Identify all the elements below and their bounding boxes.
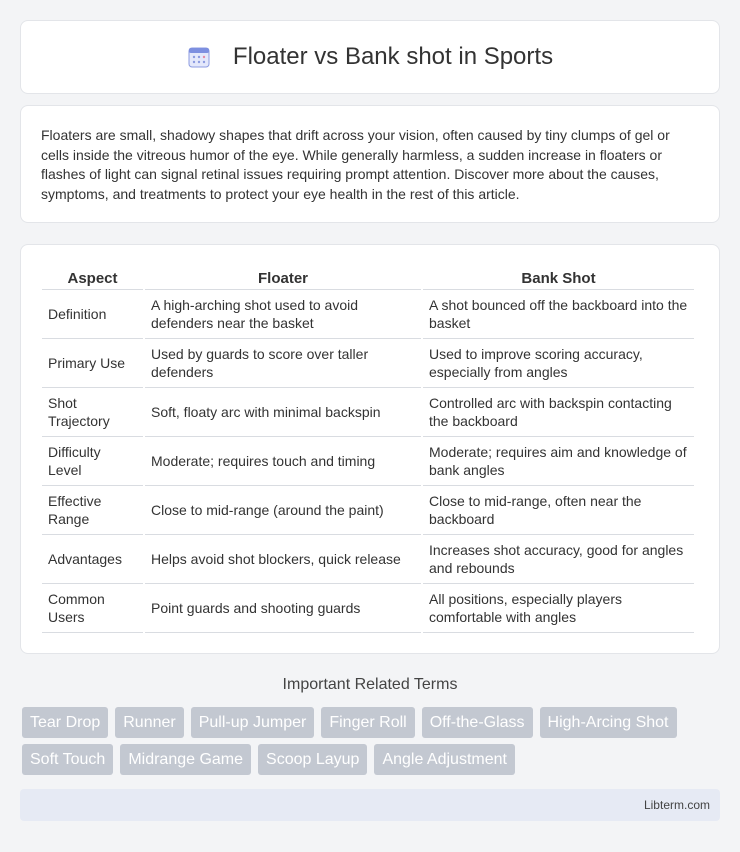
cell-bank-shot: Close to mid-range, often near the backboard <box>423 486 694 535</box>
cell-aspect: Shot Trajectory <box>42 388 143 437</box>
header-aspect: Aspect <box>42 266 143 290</box>
cell-aspect: Advantages <box>42 535 143 584</box>
tag-scoop-layup[interactable]: Scoop Layup <box>258 744 367 775</box>
tag-tear-drop[interactable]: Tear Drop <box>22 707 108 738</box>
cell-aspect: Effective Range <box>42 486 143 535</box>
header-card <box>20 20 720 94</box>
page-title: Floater vs Bank shot in Sports <box>232 43 554 70</box>
table-header-row <box>42 266 694 290</box>
tag-angle-adjustment[interactable]: Angle Adjustment <box>374 744 515 775</box>
cell-floater: Soft, floaty arc with minimal backspin <box>145 388 421 437</box>
tag-finger-roll[interactable]: Finger Roll <box>321 707 414 738</box>
tag-runner[interactable]: Runner <box>115 707 183 738</box>
cell-floater: Helps avoid shot blockers, quick release <box>145 535 421 584</box>
table-row <box>42 290 694 339</box>
tag-high-arcing-shot[interactable]: High-Arcing Shot <box>540 707 677 738</box>
calendar-icon <box>187 45 211 69</box>
table-row <box>42 388 694 437</box>
table-row <box>42 437 694 486</box>
cell-aspect: Common Users <box>42 584 143 633</box>
cell-bank-shot: Increases shot accuracy, good for angles and rebounds <box>423 535 694 584</box>
table-row <box>42 535 694 584</box>
cell-aspect: Difficulty Level <box>42 437 143 486</box>
cell-bank-shot: Moderate; requires aim and knowledge of bank angles <box>423 437 694 486</box>
comparison-table-card <box>20 244 720 654</box>
intro-card <box>20 105 720 223</box>
cell-bank-shot: Used to improve scoring accuracy, especially from angles <box>423 339 694 388</box>
footer <box>20 789 720 821</box>
table-row <box>42 486 694 535</box>
related-terms-list <box>22 707 722 781</box>
cell-bank-shot: Controlled arc with backspin contacting the backboard <box>423 388 694 437</box>
tag-midrange-game[interactable]: Midrange Game <box>120 744 251 775</box>
cell-aspect: Primary Use <box>42 339 143 388</box>
cell-floater: Point guards and shooting guards <box>145 584 421 633</box>
header-floater: Floater <box>145 266 421 290</box>
footer-brand-link[interactable]: Libterm.com <box>643 798 710 812</box>
tag-off-the-glass[interactable]: Off-the-Glass <box>422 707 533 738</box>
cell-floater: A high-arching shot used to avoid defenders near the basket <box>145 290 421 339</box>
cell-aspect: Definition <box>42 290 143 339</box>
table-row <box>42 339 694 388</box>
table-row <box>42 584 694 633</box>
header-bank-shot: Bank Shot <box>423 266 694 290</box>
cell-bank-shot: A shot bounced off the backboard into the basket <box>423 290 694 339</box>
cell-floater: Close to mid-range (around the paint) <box>145 486 421 535</box>
comparison-table <box>40 266 696 633</box>
related-terms-title: Important Related Terms <box>282 676 458 693</box>
cell-floater: Moderate; requires touch and timing <box>145 437 421 486</box>
intro-text: Floaters are small, shadowy shapes that drift across your vision, often caused by tiny clumps of gel or cells inside the vitreous humor of the eye. While generally harmless, a sudden increase in floaters or flashes of light can signal retinal issues requiring prompt attention. Discover more about the causes, symptoms, and treatments to protect your eye health in the rest of this article. <box>41 127 670 202</box>
cell-floater: Used by guards to score over taller defenders <box>145 339 421 388</box>
tag-soft-touch[interactable]: Soft Touch <box>22 744 113 775</box>
tag-pull-up-jumper[interactable]: Pull-up Jumper <box>191 707 315 738</box>
cell-bank-shot: All positions, especially players comfortable with angles <box>423 584 694 633</box>
